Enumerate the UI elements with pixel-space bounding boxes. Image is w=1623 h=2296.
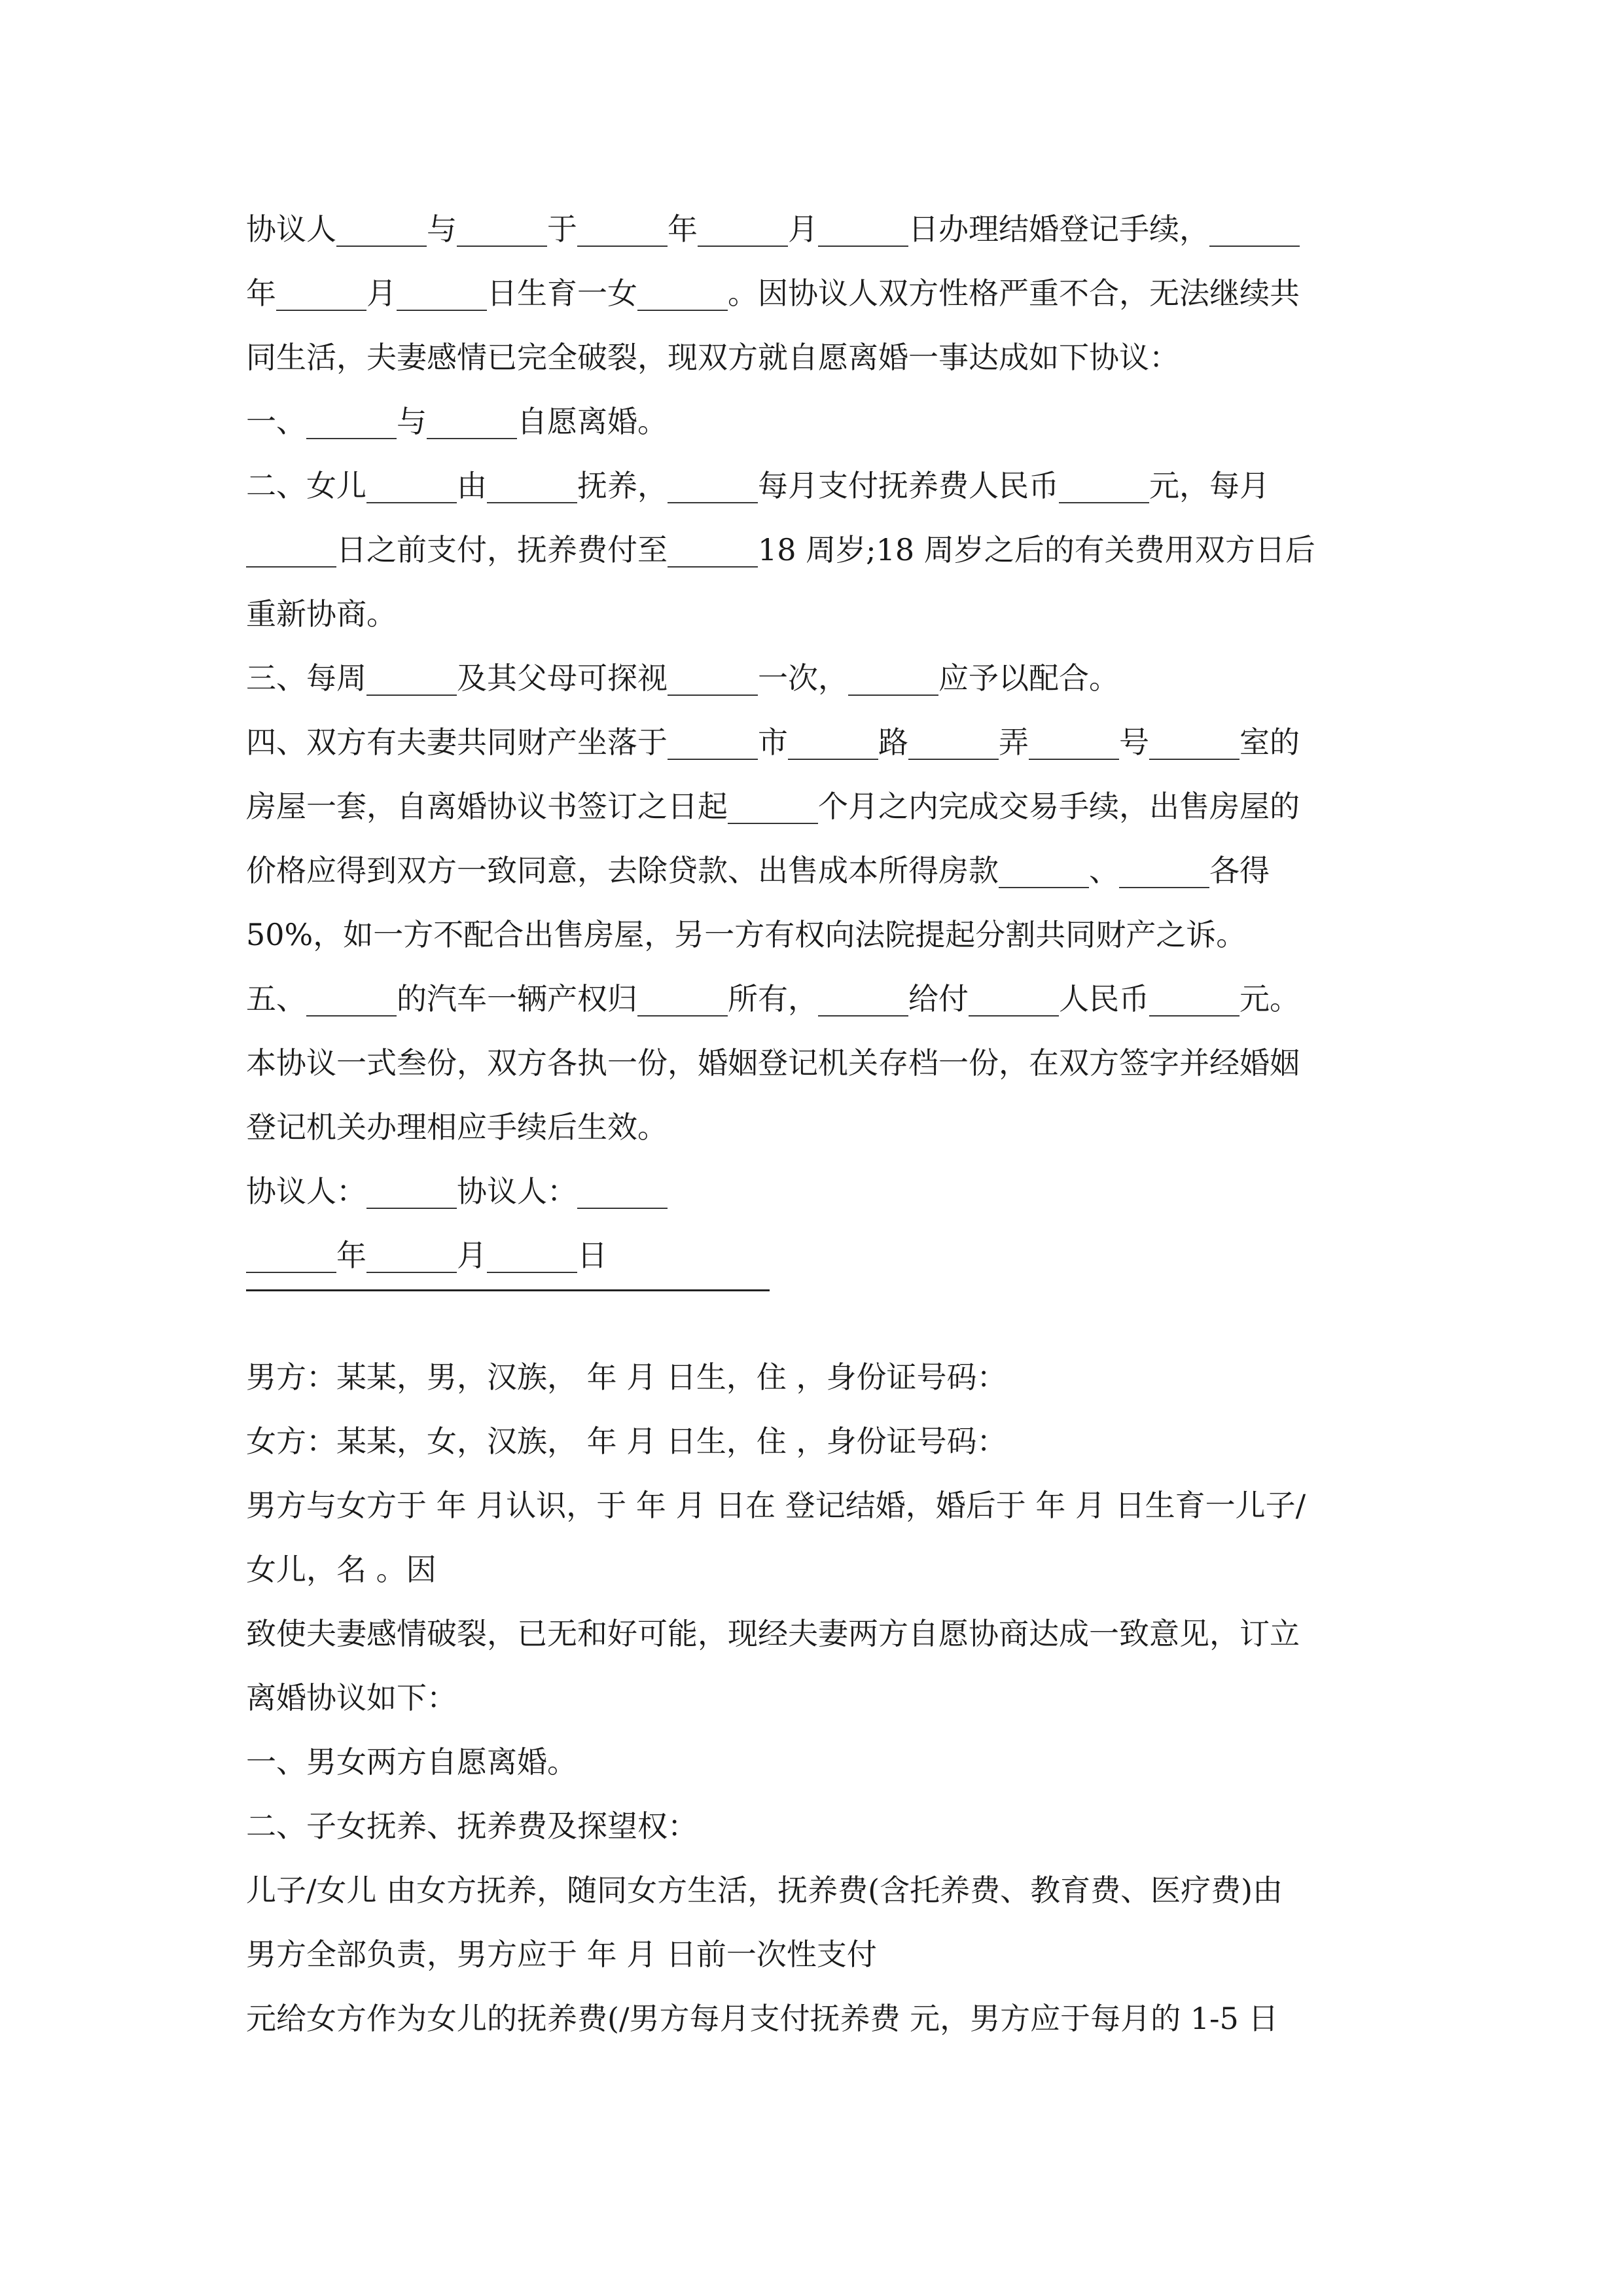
child-line-2: 男方全部负责，男方应于 年 月 日前一次性支付 — [246, 1937, 877, 1972]
clause-4-line-2: 房屋一套，自离婚协议书签订之日起______个月之内完成交易手续，出售房屋的 — [246, 789, 1300, 824]
man-info: 男方：某某，男，汉族， 年 月 日生，住 ，身份证号码： — [246, 1359, 1007, 1395]
intro-line-1: 协议人______与______于______年______月______日办理结婚登记手续，______ — [246, 211, 1300, 247]
closing-line-1: 本协议一式叁份，双方各执一份，婚姻登记机关存档一份，在双方签字并经婚姻 — [246, 1045, 1300, 1081]
intro-line-3: 同生活，夫妻感情已完全破裂，现双方就自愿离婚一事达成如下协议： — [246, 340, 1179, 375]
signature-line: 协议人：______协议人：______ — [246, 1174, 668, 1209]
story-line-3: 致使夫妻感情破裂，已无和好可能，现经夫妻两方自愿协商达成一致意见，订立 — [246, 1616, 1300, 1651]
clause-5: 五、______的汽车一辆产权归______所有，______给付______人民币______元。 — [246, 981, 1300, 1016]
child-line-3: 元给女方作为女儿的抚养费(/男方每月支付抚养费 元，男方应于每月的 1-5 日 — [246, 2001, 1279, 2036]
closing-line-2: 登记机关办理相应手续后生效。 — [246, 1109, 668, 1145]
clause-2-line-3: 重新协商。 — [246, 596, 397, 632]
clause-4-line-4: 50%，如一方不配合出售房屋，另一方有权向法院提起分割共同财产之诉。 — [246, 917, 1247, 952]
clause-2-line-2: ______日之前支付，抚养费付至______18 周岁;18 周岁之后的有关费用双方日后 — [246, 532, 1315, 567]
clause-2-line-1: 二、女儿______由______抚养，______每月支付抚养费人民币______元，每月 — [246, 468, 1270, 503]
clause-4-line-3: 价格应得到双方一致同意，去除贷款、出售成本所得房款______、______各得 — [246, 853, 1270, 888]
intro-line-2: 年______月______日生育一女______。因协议人双方性格严重不合，无法继续共 — [246, 276, 1300, 311]
story-line-1: 男方与女方于 年 月认识，于 年 月 日在 登记结婚，婚后于 年 月 日生育一儿子/ — [246, 1488, 1306, 1523]
item-1: 一、男女两方自愿离婚。 — [246, 1744, 577, 1780]
clause-3: 三、每周______及其父母可探视______一次，______应予以配合。 — [246, 660, 1119, 696]
story-line-2: 女儿，名 。因 — [246, 1552, 437, 1587]
story-line-4: 离婚协议如下： — [246, 1680, 457, 1715]
woman-info: 女方：某某，女，汉族， 年 月 日生，住 ，身份证号码： — [246, 1424, 1007, 1459]
date-line: ______年______月______日 — [246, 1238, 607, 1273]
section-divider — [246, 1289, 770, 1291]
clause-4-line-1: 四、双方有夫妻共同财产坐落于______市______路______弄______号______室的 — [246, 725, 1300, 760]
clause-1: 一、______与______自愿离婚。 — [246, 404, 668, 439]
item-2: 二、子女抚养、抚养费及探望权： — [246, 1808, 698, 1844]
child-line-1: 儿子/女儿 由女方抚养，随同女方生活，抚养费(含托养费、教育费、医疗费)由 — [246, 1873, 1283, 1908]
